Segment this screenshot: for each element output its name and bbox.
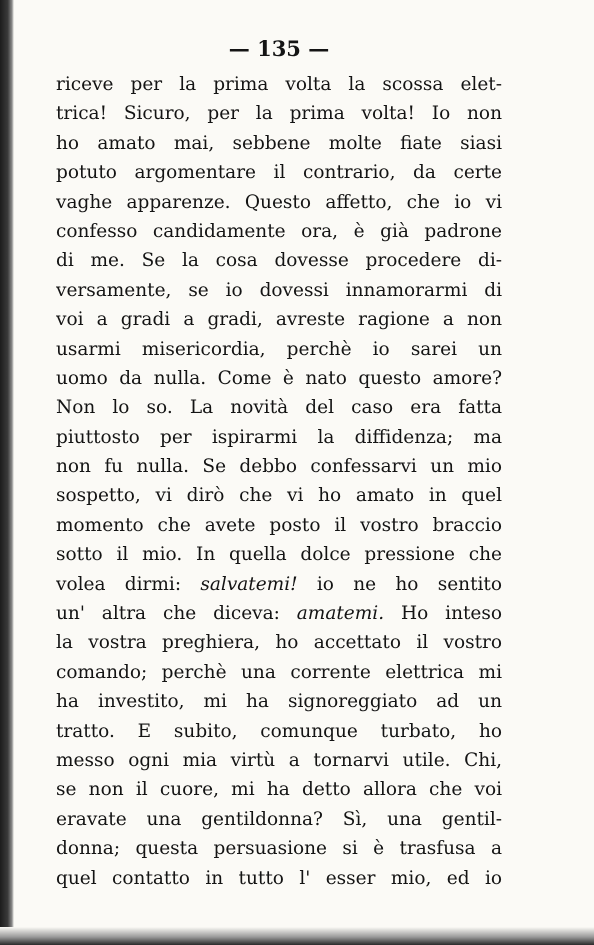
- text-line: tratto. E subito, comunque turbato, ho: [56, 720, 502, 742]
- page-bottom-shadow: [0, 927, 594, 945]
- text-line: sotto il mio. In quella dolce pressione che: [56, 544, 502, 566]
- text-line: eravate una gentildonna? Sì, una gentil-: [56, 808, 502, 830]
- italic-phrase: salvatemi!: [200, 573, 298, 595]
- text-line: non fu nulla. Se debbo confessarvi un mio: [56, 456, 502, 478]
- text-line: ha investito, mi ha signoreggiato ad un: [56, 691, 502, 713]
- body-text: [56, 70, 502, 893]
- page-number: — 135 —: [228, 36, 330, 61]
- text-fragment: Ho inteso: [384, 603, 502, 625]
- text-line: trica! Sicuro, per la prima volta! Io non: [56, 103, 502, 125]
- text-line: versamente, se io dovessi innamorarmi di: [56, 279, 502, 301]
- text-line: la vostra preghiera, ho accettato il vostro: [56, 632, 502, 654]
- text-line: comando; perchè una corrente elettrica mi: [56, 661, 502, 683]
- text-line: di me. Se la cosa dovesse procedere di-: [56, 250, 502, 272]
- text-line: momento che avete posto il vostro braccio: [56, 514, 502, 536]
- text-line: messo ogni mia virtù a tornarvi utile. Chi,: [56, 749, 502, 771]
- text-line: riceve per la prima volta la scossa elet-: [56, 74, 502, 95]
- text-line: se non il cuore, mi ha detto allora che voi: [56, 779, 502, 801]
- text-line: donna; questa persuasione si è trasfusa a: [56, 838, 502, 860]
- book-binding-shadow: [0, 0, 14, 945]
- text-fragment: un' altra che diceva:: [56, 603, 297, 625]
- text-fragment: io ne ho sentito: [297, 573, 502, 595]
- text-line: piuttosto per ispirarmi la diffidenza; ma: [56, 426, 502, 448]
- text-line: quel contatto in tutto l' esser mio, ed io: [56, 867, 502, 889]
- italic-phrase: amatemi.: [296, 603, 385, 625]
- text-line: vaghe apparenze. Questo affetto, che io vi: [56, 191, 502, 213]
- text-line: Non lo so. La novità del caso era fatta: [56, 397, 502, 419]
- text-line: potuto argomentare il contrario, da certe: [56, 162, 502, 184]
- text-line: confesso candidamente ora, è già padrone: [56, 220, 502, 242]
- text-fragment: volea dirmi:: [56, 573, 201, 595]
- text-line-with-italic: [56, 599, 502, 628]
- text-line: voi a gradi a gradi, avreste ragione a non: [56, 309, 502, 331]
- text-line: sospetto, vi dirò che vi ho amato in quel: [56, 485, 502, 507]
- text-line: usarmi misericordia, perchè io sarei un: [56, 338, 502, 360]
- book-page: [56, 32, 502, 893]
- text-line: uomo da nulla. Come è nato questo amore?: [56, 367, 502, 389]
- text-line-with-italic: [56, 570, 502, 599]
- text-line: ho amato mai, sebbene molte fiate siasi: [56, 132, 502, 154]
